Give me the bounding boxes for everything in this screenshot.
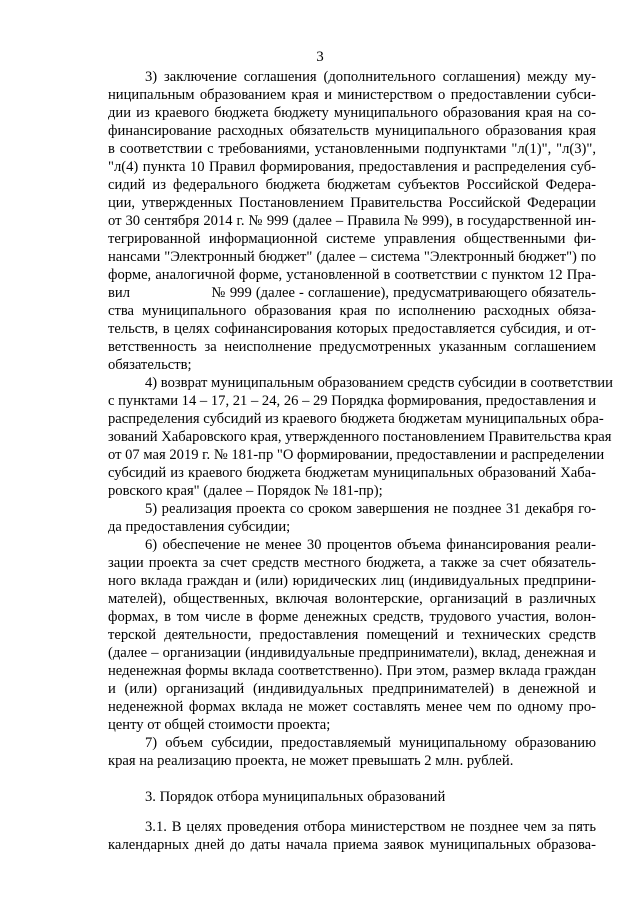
text-line: ции, утвержденных Постановлением Правительства Российской Федерации bbox=[108, 195, 596, 211]
text-line: края на реализацию проекта, не может превышать 2 млн. рублей. bbox=[108, 753, 514, 769]
text-line: тегрированной информационной системе управления общественными фи- bbox=[108, 231, 596, 247]
text-line: распределения субсидий из краевого бюджета бюджетам муниципальных обра- bbox=[108, 411, 604, 427]
text-line: ства муниципального образования края по исполнению расходных обяза- bbox=[108, 303, 596, 319]
text-line: от 07 мая 2019 г. № 181-пр "О формировании, предоставлении и распределении bbox=[108, 447, 605, 463]
text-line: 6) обеспечение не менее 30 процентов объема финансирования реали- bbox=[145, 537, 596, 553]
section-heading: 3. Порядок отбора муниципальных образований bbox=[145, 789, 446, 805]
text-line: зации проекта за счет средств местного бюджета, а также за счет обязатель- bbox=[108, 555, 596, 571]
text-line: тельств, в целях софинансирования которых предоставляется субсидия, и от- bbox=[108, 321, 596, 337]
text-line: терской деятельности, предоставления помещений и технических средств bbox=[108, 627, 596, 643]
text-line: и (или) организаций (индивидуальных предпринимателей) в денежной и bbox=[108, 681, 596, 697]
text-line: от 30 сентября 2014 г. № 999 (далее – Правила № 999), в государственной ин- bbox=[108, 213, 596, 229]
text-line: (далее – организации (индивидуальные предприниматели), вклад, денежная и bbox=[108, 645, 596, 661]
text-line: сидий из федерального бюджета бюджетам субъектов Российской Федера- bbox=[108, 177, 596, 193]
text-line: финансирование расходных обязательств муниципального образования края bbox=[108, 123, 596, 139]
text-line: обязательств; bbox=[108, 357, 192, 373]
text-line: форме, аналогичной форме, установленной в соответствии с пунктом 12 Пра- bbox=[108, 267, 596, 283]
text-line: да предоставления субсидии; bbox=[108, 519, 291, 535]
text-line: ровского края" (далее – Порядок № 181-пр); bbox=[108, 483, 383, 499]
text-line: в соответствии с требованиями, установленными подпунктами "л(1)", "л(3)", bbox=[108, 141, 596, 157]
text-line: центу от общей стоимости проекта; bbox=[108, 717, 331, 733]
text-line: неденежная формы вклада соответственно). При этом, размер вклада граждан bbox=[108, 663, 596, 679]
text-line: формах, в том числе в форме денежных средств, трудового участия, волон- bbox=[108, 609, 596, 625]
text-line: 5) реализация проекта со сроком завершения не позднее 31 декабря го- bbox=[145, 501, 596, 517]
text-line: дии из краевого бюджета бюджету муниципального образования края на со- bbox=[108, 105, 596, 121]
text-line: ного вклада граждан и (или) юридических лиц (индивидуальных предприни- bbox=[108, 573, 596, 589]
text-line: вил № 999 (далее - соглашение), предусматривающего обязатель- bbox=[108, 285, 596, 301]
text-line: ветственность за неисполнение предусмотренных указанным соглашением bbox=[108, 339, 596, 355]
text-line: "л(4) пункта 10 Правил формирования, предоставления и распределения суб- bbox=[108, 159, 596, 175]
text-line: с пунктами 14 – 17, 21 – 24, 26 – 29 Порядка формирования, предоставления и bbox=[108, 393, 597, 409]
text-line: 4) возврат муниципальным образованием средств субсидии в соответствии bbox=[145, 375, 613, 391]
text-line: 3) заключение соглашения (дополнительного соглашения) между му- bbox=[145, 69, 596, 85]
text-line: календарных дней до даты начала приема заявок муниципальных образова- bbox=[108, 837, 596, 853]
page-number: 3 bbox=[316, 49, 324, 65]
text-line: 7) объем субсидии, предоставляемый муниципальному образованию bbox=[145, 735, 596, 751]
text-line: ниципальным образованием края и министерством о предоставлении субси- bbox=[108, 87, 596, 103]
text-line: 3.1. В целях проведения отбора министерством не позднее чем за пять bbox=[145, 819, 596, 835]
text-line: нансами "Электронный бюджет" (далее – система "Электронный бюджет") по bbox=[108, 249, 596, 265]
text-line: неденежной формах вклада не может составлять менее чем по одному про- bbox=[108, 699, 596, 715]
text-line: зований Хабаровского края, утвержденного постановлением Правительства края bbox=[108, 429, 612, 445]
text-line: субсидий из краевого бюджета бюджетам муниципальных образований Хаба- bbox=[108, 465, 596, 481]
text-line: мателей), общественных, включая волонтерские, организаций в различных bbox=[108, 591, 596, 607]
